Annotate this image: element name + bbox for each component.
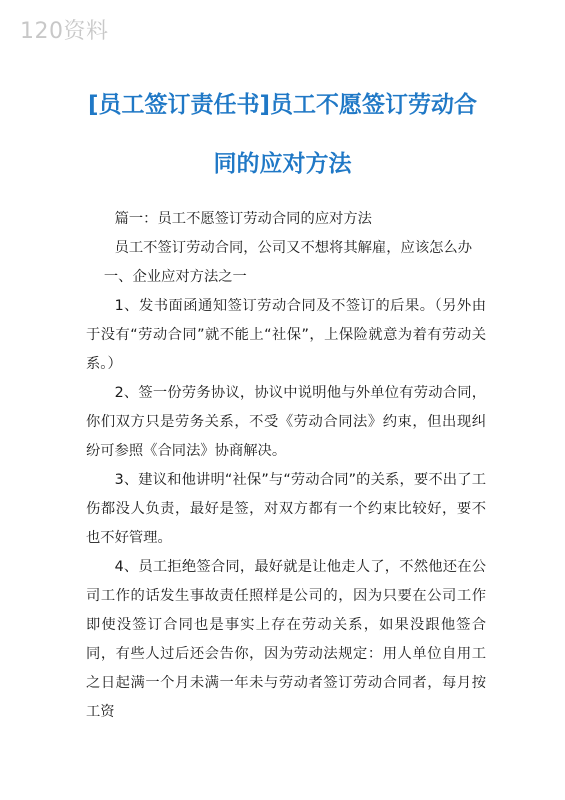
section-heading: 一、企业应对方法之一 xyxy=(103,269,247,285)
document-body xyxy=(86,205,486,727)
document-title-line-1: [员工签订责任书]员工不愿签订劳动合 xyxy=(87,92,478,118)
paragraph-item-2: 2、签一份劳务协议，协议中说明他与外单位有劳动合同，你们双方只是劳务关系，不受《劳动合同法》约束，但出现纠纷可参照《合同法》协商解决。 xyxy=(86,385,486,459)
paragraph-question: 员工不签订劳动合同，公司又不想将其解雇，应该怎么办 xyxy=(114,240,473,256)
document-title-line-2: 同的应对方法 xyxy=(213,151,352,177)
article-heading: 篇一：员工不愿签订劳动合同的应对方法 xyxy=(114,211,372,227)
watermark: 120资料 xyxy=(20,19,109,44)
paragraph-item-1: 1、发书面函通知签订劳动合同及不签订的后果。（另外由于没有“劳动合同”就不能上“社保”，上保险就意为着有劳动关系。） xyxy=(86,298,486,372)
paragraph-item-3: 3、建议和他讲明“社保”与“劳动合同”的关系，要不出了工伤都没人负责，最好是签，对双方都有一个约束比较好，要不也不好管理。 xyxy=(86,472,486,546)
paragraph-item-4: 4、员工拒绝签合同，最好就是让他走人了，不然他还在公司工作的话发生事故责任照样是公司的，因为只要在公司工作即使没签订合同也是事实上存在劳动关系，如果没跟他签合同，有些人过后还会告你，因为劳动法规定：用人单位自用工之日起满一个月未满一年未与劳动者签订劳动合同者，每月按工资 xyxy=(86,559,486,720)
